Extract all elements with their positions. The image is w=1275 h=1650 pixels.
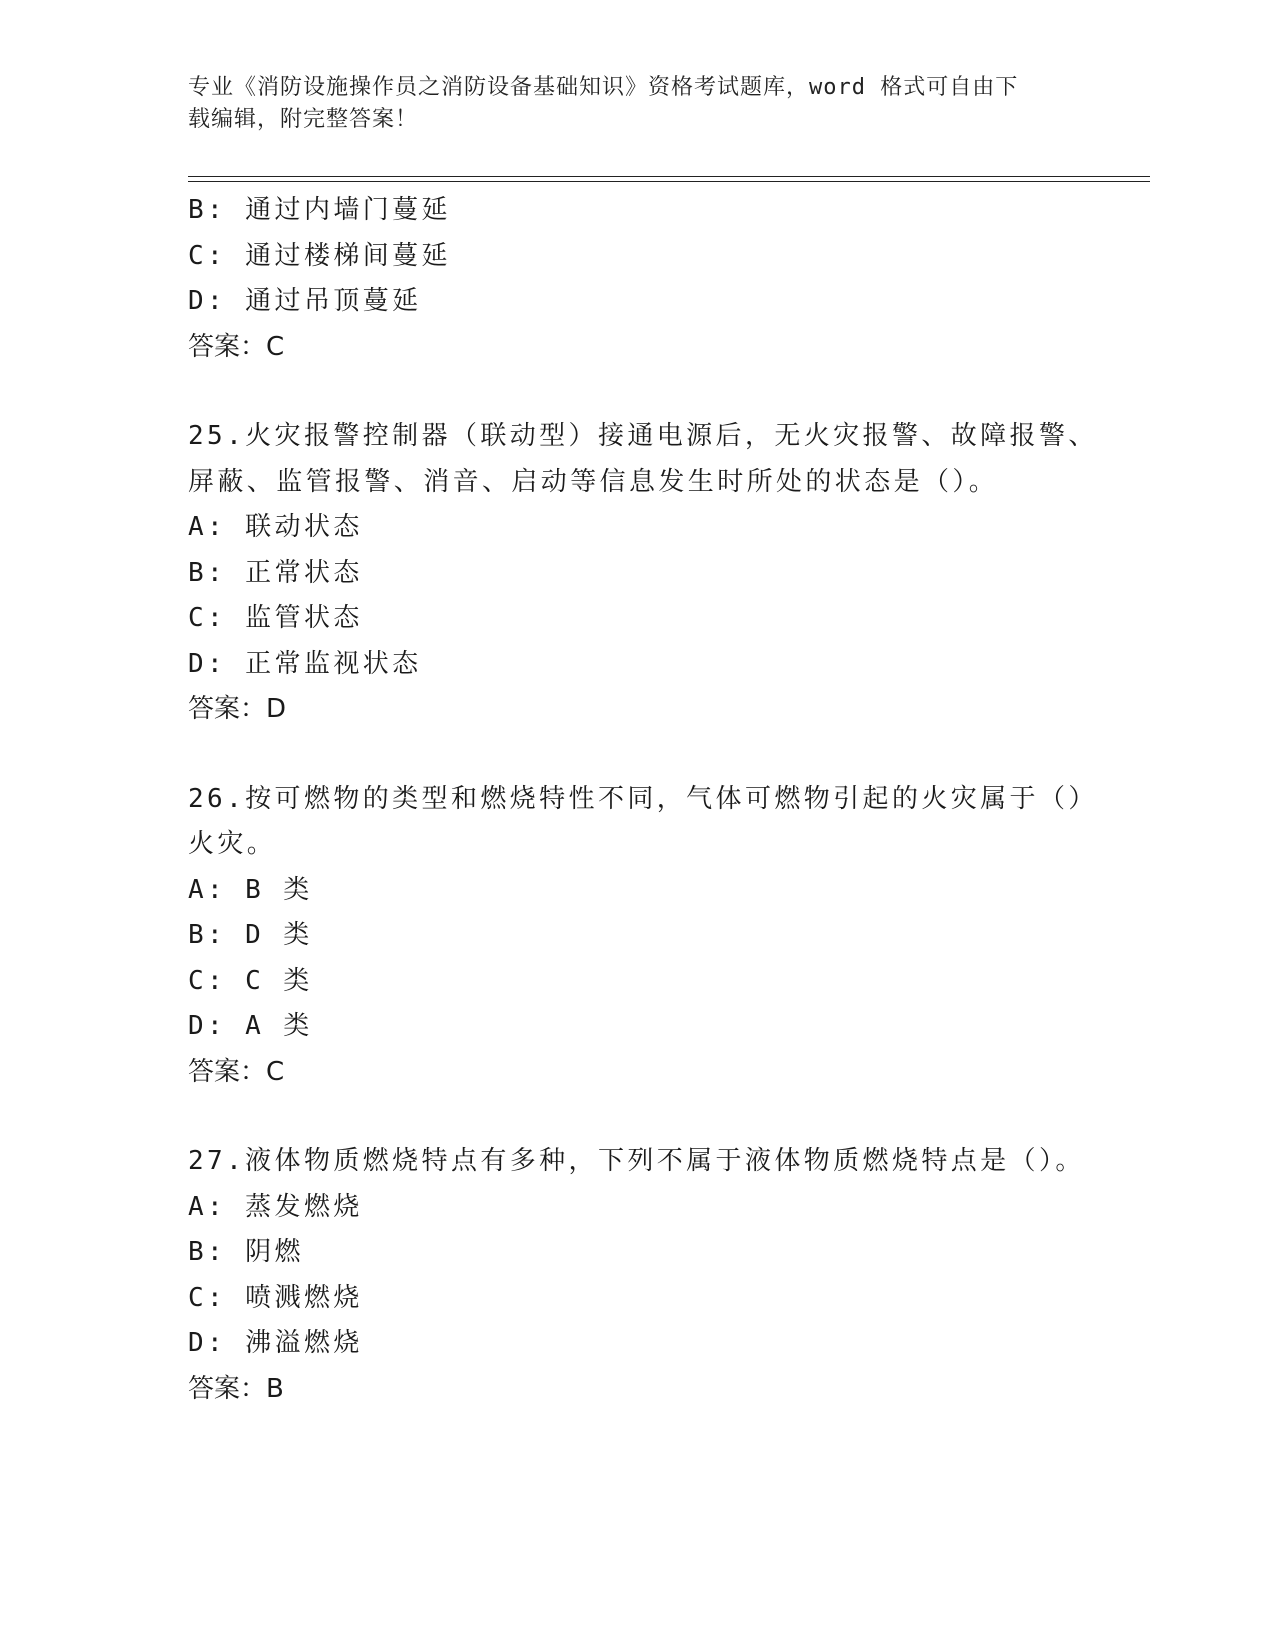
document-header (188, 72, 1068, 136)
answer-value: C (266, 1056, 285, 1087)
question-27 (188, 1139, 1088, 1412)
header-line-1: 专业《消防设施操作员之消防设备基础知识》资格考试题库，word 格式可自由下 (188, 75, 1019, 100)
header-line-2: 载编辑，附完整答案！ (188, 107, 419, 132)
header-rule-top (188, 176, 1150, 177)
answer-label: 答案： (188, 694, 267, 724)
option-d: D: 沸溢燃烧 (188, 1328, 363, 1358)
question-25 (188, 414, 1098, 733)
answer-value: B (266, 1373, 284, 1404)
option-c: C: C 类 (188, 965, 313, 996)
answer-label: 答案： (188, 331, 267, 362)
option-a: A: 蒸发燃烧 (188, 1191, 363, 1222)
question-stem-line: 屏蔽、监管报警、消音、启动等信息发生时所处的状态是（）。 (188, 466, 999, 497)
option-d: D: A 类 (188, 1011, 313, 1041)
question-gap (188, 733, 1088, 777)
option-b: B: 通过内墙门蔓延 (188, 195, 451, 225)
question-stem-line: 火灾。 (188, 829, 277, 859)
answer-value: C (266, 331, 285, 362)
option-a: A: 联动状态 (188, 512, 363, 542)
answer-label: 答案： (188, 1056, 267, 1087)
answer-label: 答案： (188, 1373, 267, 1404)
answer-line (188, 325, 1088, 371)
option-b: B: 正常状态 (188, 557, 363, 588)
option-b: B: 阴燃 (188, 1237, 304, 1267)
option-a: A: B 类 (188, 874, 313, 905)
answer-line (188, 1050, 1088, 1096)
option-c: C: 喷溅燃烧 (188, 1282, 363, 1313)
question-gap (188, 1095, 1088, 1139)
question-list (188, 188, 1098, 1412)
answer-line (188, 1367, 1088, 1413)
question-gap (188, 370, 1088, 414)
option-d: D: 通过吊顶蔓延 (188, 286, 422, 316)
option-d: D: 正常监视状态 (188, 648, 422, 679)
question-26 (188, 777, 1098, 1096)
option-c: C: 通过楼梯间蔓延 (188, 240, 451, 271)
question-24-continued (188, 188, 1088, 370)
header-rule-bottom (188, 181, 1150, 182)
question-stem-line: 27.液体物质燃烧特点有多种，下列不属于液体物质燃烧特点是（）。 (188, 1146, 1085, 1176)
answer-value: D (266, 694, 287, 724)
option-b: B: D 类 (188, 920, 313, 950)
question-stem-line: 25.火灾报警控制器（联动型）接通电源后，无火灾报警、故障报警、 (188, 421, 1098, 451)
answer-line (188, 687, 1088, 733)
option-c: C: 监管状态 (188, 603, 363, 633)
question-stem-line: 26.按可燃物的类型和燃烧特性不同，气体可燃物引起的火灾属于（） (188, 783, 1098, 814)
